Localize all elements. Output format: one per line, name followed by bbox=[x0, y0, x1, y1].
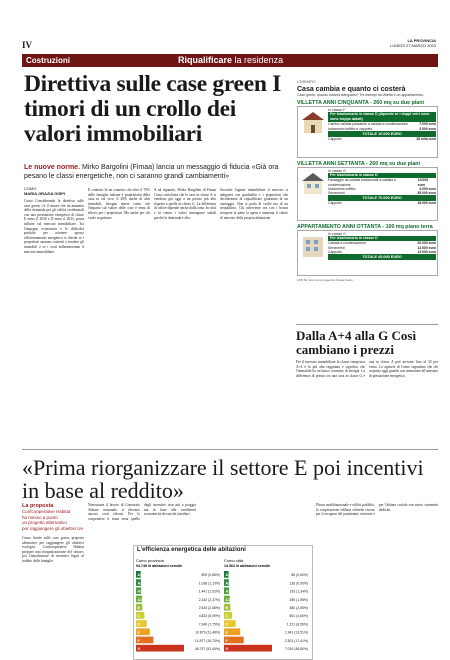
card-3-item-2-value: 12.000 euro bbox=[417, 245, 436, 250]
page-number: IV bbox=[22, 40, 33, 50]
divider bbox=[296, 324, 438, 325]
category-label: F bbox=[225, 638, 228, 643]
lower-headline: «Prima riorganizzare il settore E poi incentivi in base al reddito» bbox=[22, 455, 424, 503]
card-3-item-1-value: 20.000 euro bbox=[417, 241, 436, 246]
category-label: G bbox=[137, 647, 141, 651]
sidebar-tag: L'ESEMPIO bbox=[297, 80, 316, 84]
proposal-line: un progetto alternativo bbox=[22, 520, 67, 525]
article-column-2: Il contesto In un contesto che oltre il 70% delle famiglie italiane è proprietaria della casa in cui vive, il 20% anche di altri immobili, bisogna tenere conto che l'impatto sul valore delle case è tema di rilievo per i proprietari. Ma anche per chi vuole acquistare. bbox=[88, 188, 150, 220]
category-label: E bbox=[137, 630, 140, 635]
card-2-item-3-label: Serramenti bbox=[328, 190, 345, 195]
category-label: C bbox=[137, 614, 141, 619]
value-label: 2.543 (2,68%) bbox=[198, 606, 220, 610]
card-3-to: Per trasformarlo in classe D bbox=[328, 236, 436, 241]
main-headline: Direttiva sulle case green I timori di un crollo dei valori immobiliari bbox=[24, 71, 282, 147]
proposal-line: ha messo a punto bbox=[22, 514, 58, 520]
category-label: C bbox=[225, 614, 229, 619]
value-label: 4.823 (5,09%) bbox=[198, 614, 220, 619]
value-label: 1.038 (1,10%) bbox=[198, 581, 220, 586]
value-label: 285 (1,98%) bbox=[289, 597, 308, 602]
category-label: A3 bbox=[225, 581, 231, 586]
house-icon bbox=[300, 171, 326, 195]
category-label: G bbox=[225, 647, 229, 651]
card-2-extra bbox=[328, 201, 436, 205]
value-label: 10.879 (11,48%) bbox=[195, 630, 220, 635]
kicker bbox=[24, 163, 289, 181]
kicker-lead: Le nuove norme. bbox=[24, 164, 81, 171]
card-2-item-1-value: 15.000 euro bbox=[417, 178, 429, 187]
card-title-3: APPARTAMENTO ANNI OTTANTA - 100 mq piano terra bbox=[297, 224, 433, 231]
proposal-line: per raggiungere gli obiettivi Ue bbox=[22, 525, 84, 531]
card-2-extra-label: Cappotto bbox=[328, 201, 342, 206]
section-title-bold: Riqualificare bbox=[178, 55, 233, 65]
value-label: 809 (0,85%) bbox=[201, 573, 220, 578]
value-label: 380 (2,65%) bbox=[289, 606, 308, 610]
value-label: 1.441 (1,52%) bbox=[198, 589, 220, 594]
card-title-2: VILLETTA ANNI SETTANTA - 260 mq su due piani bbox=[297, 161, 421, 168]
card-1-extra-value: 28 mila euro bbox=[416, 136, 436, 141]
card-1-total: TOTALE 10.000 EURO bbox=[328, 131, 436, 137]
card-3 bbox=[297, 230, 438, 276]
card-3-item-2-label: Serramenti bbox=[328, 245, 345, 250]
value-label: 661 (4,60%) bbox=[289, 614, 308, 619]
category-label: A2 bbox=[137, 589, 143, 594]
value-label: 48.757 (51,46%) bbox=[194, 647, 220, 651]
category-label: B bbox=[137, 606, 141, 610]
card-1-extra bbox=[328, 137, 436, 141]
proposal-line: Confcooperative Habitat bbox=[22, 509, 71, 514]
energy-chart bbox=[133, 545, 313, 660]
byline-place: COMO bbox=[24, 186, 37, 191]
card-1-item-1-value: 7.000 euro bbox=[419, 122, 436, 127]
card-2-item-2-value: 3.000 euro bbox=[419, 186, 436, 191]
side-story-headline: Dalla A+4 alla G Così cambiano i prezzi bbox=[296, 328, 417, 357]
proposal-box bbox=[22, 503, 84, 531]
card-2-extra-value: 18.000 euro bbox=[417, 201, 436, 206]
masthead-info bbox=[390, 38, 436, 48]
card-1-item-2-value: 3.500 euro bbox=[419, 126, 436, 131]
chart-svg bbox=[134, 557, 312, 657]
card-1 bbox=[297, 106, 438, 158]
lower-text-right: Plesso multifunzionale e edifici pubblici, la cooperazione edilizia richiede risorse per il recupero del patrimonio esistente e per l'abitare sociale con nuovi strumenti dedicati. bbox=[316, 503, 438, 517]
chart-bar bbox=[136, 645, 184, 652]
card-3-item-3-value: 13.000 euro bbox=[417, 249, 436, 254]
divider bbox=[22, 449, 438, 450]
section-bar bbox=[22, 54, 438, 67]
section-label: Costruzioni bbox=[26, 56, 70, 65]
category-label: A4 bbox=[137, 573, 143, 578]
card-2-total: TOTALE 70.000 EURO bbox=[328, 195, 436, 201]
value-label: 1.941 (13,51%) bbox=[284, 630, 308, 635]
lower-text-mid: Nonostante il lavoro di Consorzio Abitare comunale, si rilevano ancora costi elevati. Per le cooperative il tema resta quello degli incentivi: non più a pioggia ma in base alle condizioni economiche dei nuclei familiari. bbox=[88, 503, 196, 521]
value-label: 193 (1,34%) bbox=[289, 589, 308, 594]
section-title bbox=[178, 55, 283, 65]
card-3-item-3-label: Cappotto bbox=[328, 249, 342, 254]
issue-date: LUNEDÌ 27 MARZO 2023 bbox=[390, 43, 436, 48]
cost-sidebar bbox=[297, 80, 438, 320]
byline bbox=[24, 186, 65, 196]
value-label: 7.340 (7,75%) bbox=[198, 622, 220, 627]
category-label: A1 bbox=[225, 597, 231, 602]
card-2-item-2-label: Isolamento soffitto bbox=[328, 186, 356, 191]
category-label: F bbox=[137, 638, 140, 643]
sidebar-intro: Case green, quanto costerà adeguarsi? Tre esempi tra villetta e un appartamento. bbox=[297, 93, 425, 97]
kicker-text: Mirko Bargolini (Fimaa) lancia un messaggio di fiducia «Già ora pesano le classi energetiche, non ci saranno grandi cambiamenti» bbox=[24, 164, 279, 180]
card-2-item-3-value: 35.000 euro bbox=[417, 190, 436, 195]
lower-text-left: Como Anche sulle case green, proposte alternative per raggiungere gli obiettivi ecologici. Confcooperative Habitat propone una riorganizzazione del settore, poi l'introduzione di incentivi legati al reddito delle famiglie. bbox=[22, 536, 84, 563]
card-title-1: VILLETTA ANNI CINQUANTA - 260 mq su due piani bbox=[297, 100, 424, 107]
panel-title: Como città bbox=[224, 558, 244, 563]
value-label: 136 (0,95%) bbox=[289, 581, 308, 586]
sidebar-title: Casa cambia e quanto ci costerà bbox=[297, 86, 406, 93]
proposal-box-head: La proposta bbox=[22, 503, 54, 509]
article-column-1: Como Considerando la direttiva sulle case green, c'è il timore che un aumento della domanda per gli edifici residenziali con una prestazione energetica di classe E entro il 2030 e D entro il 2033, possa influire sul mercato immobiliare. Tra l'impegno economico e le difficoltà pratiche per ottenere questo efficientamento energetico si chiede se i proprietari saranno costretti a vendere gli immobili o se i costi influenzeranno il mercato immobiliare. bbox=[24, 199, 84, 254]
proposal-box-lines bbox=[22, 509, 84, 531]
card-2-item-1 bbox=[328, 178, 436, 186]
category-label: A1 bbox=[137, 597, 143, 602]
card-3-from: In classe G bbox=[328, 232, 346, 237]
panel-subtitle: 14.364 in abitazioni censite bbox=[224, 564, 271, 568]
card-1-item-2-label: Isolamento soffitto e cappotto bbox=[328, 126, 373, 131]
card-2-from: In classe G bbox=[328, 169, 346, 174]
house-icon bbox=[300, 110, 326, 134]
card-1-from: In classe F bbox=[328, 108, 346, 113]
panel-subtitle: 94.749 in abitazioni censite bbox=[136, 564, 183, 568]
section-title-rest: la residenza bbox=[234, 55, 284, 65]
card-2-item-1-label: Passaggio da caldaia tradizionale a caldaia a condensazione bbox=[328, 178, 396, 187]
value-label: 14.877 (15,70%) bbox=[194, 638, 220, 643]
card-2 bbox=[297, 167, 438, 221]
category-label: D bbox=[225, 622, 229, 627]
card-2-to: Per trasformarla in classe D bbox=[328, 173, 436, 178]
article-column-3: A tal riguardo, Mirko Bargolini di Fimaa Como sottolinea che le case in classe A si vendono già oggi a un prezzo più alto rispetto a quelle in classe G. La differenza di valore dipende anche dalla zona. In città e in centro i valori rimangono stabili perché la domanda è alta. bbox=[154, 188, 216, 220]
chart-title: L'efficienza energetica delle abitazioni bbox=[137, 547, 246, 553]
category-label: A3 bbox=[137, 581, 143, 586]
category-label: D bbox=[137, 622, 141, 627]
article-column-4: Secondo l'agente immobiliare il mercato si adeguerà con gradualità e i proprietari che decideranno di riqualificare godranno di un vantaggio. Non si parla di crollo ma di un riequilibrio. Chi interviene ora con i bonus recupera in parte la spesa e aumenta il valore di mercato della propria abitazione. bbox=[220, 188, 288, 220]
value-label: 7.010 (48,80%) bbox=[284, 647, 308, 651]
card-1-extra-label: Cappotto bbox=[328, 136, 342, 141]
sidebar-source: FONTE: Anci Como Agenzie Fimaa Como bbox=[297, 278, 353, 283]
panel-title: Como provincia bbox=[136, 558, 164, 563]
card-1-to: Per trasformarla in classe D (dipende se i doppi vetri sono sono troppo datati) bbox=[328, 112, 436, 122]
value-label: 2.501 (17,41%) bbox=[284, 638, 308, 643]
category-label: E bbox=[225, 630, 228, 635]
paper-name: LA PROVINCIA bbox=[407, 38, 436, 43]
category-label: B bbox=[225, 606, 229, 610]
value-label: 2.242 (2,37%) bbox=[198, 597, 220, 602]
category-label: A4 bbox=[225, 573, 231, 578]
chart-bar bbox=[224, 645, 272, 652]
value-label: 1.221 (8,50%) bbox=[286, 622, 308, 627]
card-3-total: TOTALE 45.000 EURO bbox=[328, 254, 436, 260]
value-label: 86 (0,60%) bbox=[291, 573, 308, 578]
byline-author: MARIA GRAZIA GISPI bbox=[24, 191, 66, 196]
card-3-item-1-label: Caldaia a condensazione bbox=[328, 241, 367, 246]
building-icon bbox=[300, 234, 326, 258]
side-story-text: Per il mercato immobiliare la classe energetica A+4 è la più alta raggiunta e significa che l'immobile ha un basso consumo di energia. La differenza di prezzo tra una casa in classe G e una in classe A può arrivare fino al 30 per cento. Le agenzie di Como segnalano che chi acquista oggi guarda con attenzione all'attestato di prestazione energetica. bbox=[296, 360, 438, 378]
card-1-item-1-label: Cambio caldaia passando a caldaia a condensazione bbox=[328, 122, 409, 127]
category-label: A2 bbox=[225, 589, 231, 594]
